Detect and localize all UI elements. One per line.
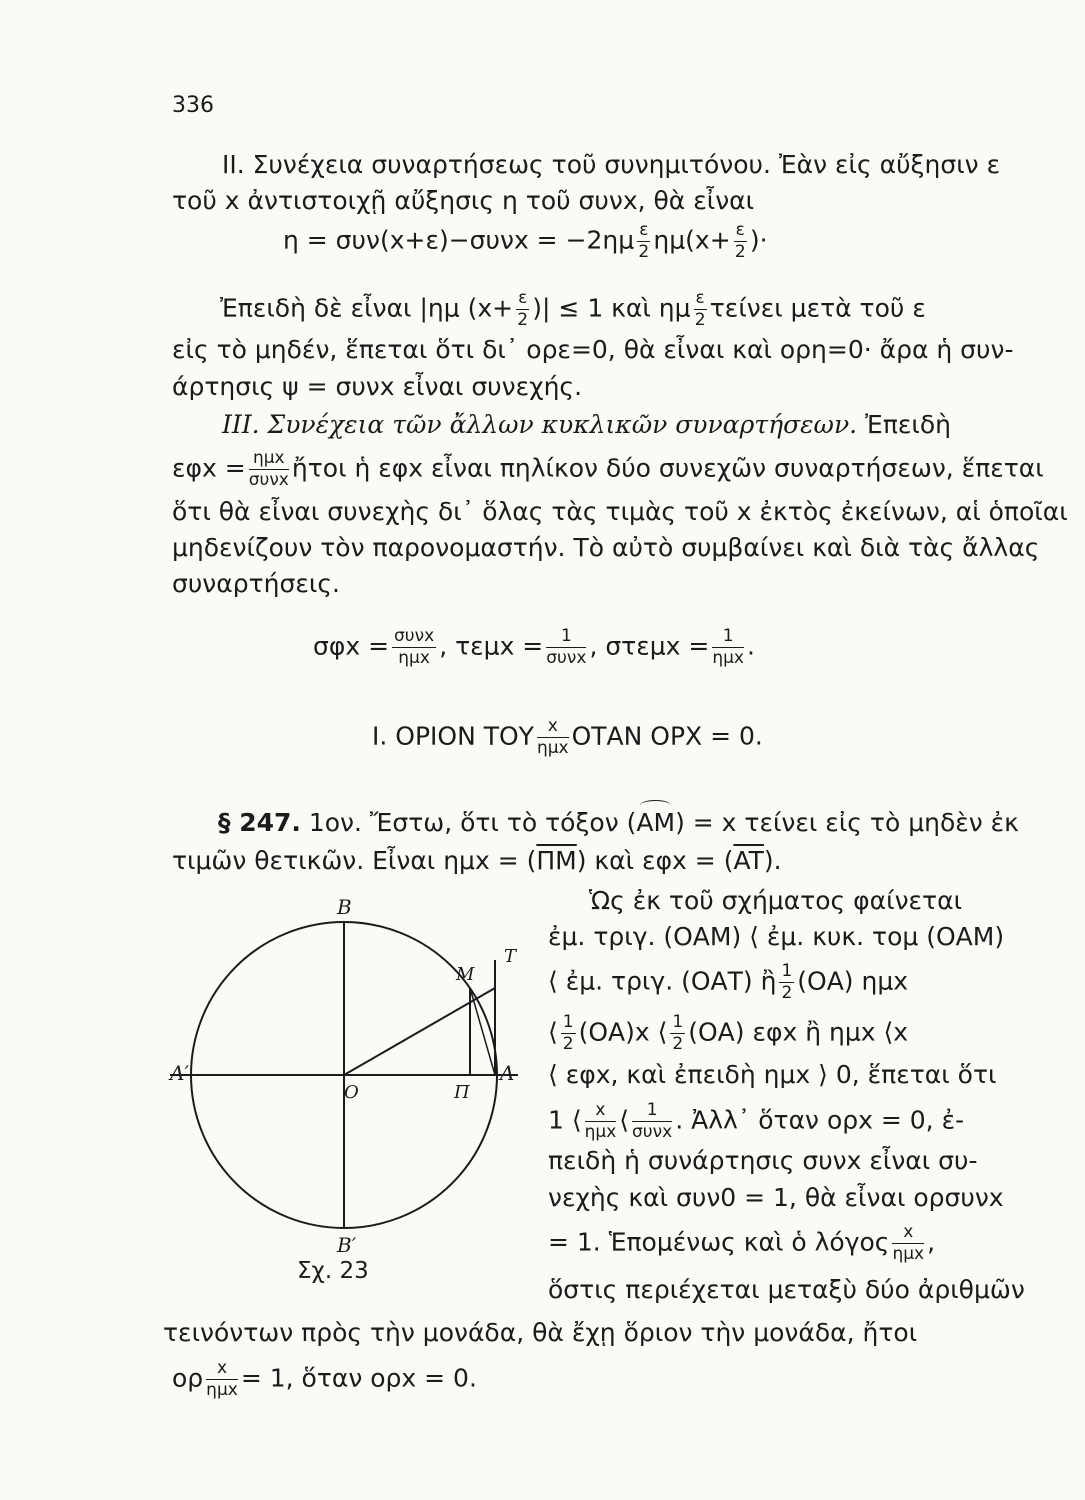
limit-heading: Ι. ΟΡΙΟΝ ΤΟΥ $\frac{x}{\text{ημx}}$ ΟΤΑΝ ΟΡΧ = 0. <box>372 716 763 758</box>
formulas-line: σφx = $\frac{\text{συνx}}{\text{ημx}}$ , τεμx = $\frac{1}{\text{συνx}}$ , στεμx = $\frac{1}{\text{ημx}}$ . <box>313 626 755 668</box>
label-Ap: A′ <box>170 1061 189 1085</box>
right-line-4: ⟨ $\frac{1}{2}$ (ΟΑ)x ⟨ $\frac{1}{2}$ (ΟΑ) εφx ἢ ημx ⟨x <box>548 1012 909 1054</box>
segment-PM: $\overline{\Pi M}$ <box>536 846 577 875</box>
sec3-line-3: ὅτι θὰ εἶναι συνεχὴς δι᾽ ὅλας τὰς τιμὰς τοῦ x ἐκτὸς ἐκείνων, αἱ ὁποῖαι <box>172 497 1068 526</box>
page-number: 336 <box>172 93 214 118</box>
right-line-8: νεχὴς καὶ συν0 = 1, θὰ εἶναι ορσυνx <box>548 1183 1004 1212</box>
label-A: A <box>500 1061 515 1085</box>
label-M: M <box>456 964 475 985</box>
s247-line-2: τιμῶν θετικῶν. Εἶναι $\eta\mu x = (\overline{\Pi M})$ καὶ $\varepsilon\varphi x = (\overline{AT})$. <box>172 846 782 875</box>
right-line-6: 1 ⟨ $\frac{x}{\text{ημx}}$ ⟨ $\frac{1}{\text{συνx}}$ . Ἀλλ᾽ ὅταν ορx = 0, ἐ- <box>548 1100 965 1142</box>
sec3-line-4: μηδενίζουν τὸν παρονομαστήν. Τὸ αὐτὸ συμβαίνει καὶ διὰ τὰς ἄλλας <box>172 533 1040 562</box>
label-T: T <box>504 946 517 967</box>
label-B: B <box>337 895 352 919</box>
segment-AT: $\overline{AT}$ <box>733 846 764 875</box>
sec2-line-6: άρτησις ψ = συνx εἶναι συνεχής. <box>172 372 583 401</box>
figure-caption: Σχ. 23 <box>297 1258 369 1284</box>
sec3-title: ΙΙΙ. Συνέχεια τῶν ἄλλων κυκλικῶν συναρτήσεων. <box>222 410 858 439</box>
sec3-line-2: εφx = $\frac{\text{ημx}}{\text{συνx}}$ ἤτοι ἡ εφx εἶναι πηλίκον δύο συνεχῶν συναρτήσεων, ἕπεται <box>172 448 1044 490</box>
section-number: § 247. <box>218 808 301 837</box>
right-line-1: Ὡς ἐκ τοῦ σχήματος φαίνεται <box>589 886 963 915</box>
right-line-2: ἐμ. τριγ. (ΟΑΜ) ⟨ ἐμ. κυκ. τομ (ΟΑΜ) <box>548 922 1005 951</box>
label-O: O <box>344 1082 359 1103</box>
right-line-7: πειδὴ ἡ συνάρτησις συνx εἶναι συ- <box>548 1146 978 1175</box>
sec2-equation: η = συν(x+ε)−συνx = −2ημ $\frac{\varepsilon}{2}$ ημ(x+ $\frac{\varepsilon}{2}$ )· <box>283 220 768 262</box>
unit-circle-figure <box>150 880 530 1260</box>
right-line-9: = 1. Ἑπομένως καὶ ὁ λόγος $\frac{x}{\text{ημx}}$ , <box>548 1222 936 1264</box>
s247-line-1: § 247. 1ον. Ἔστω, ὅτι τὸ τόξον (AM) = x τείνει εἰς τὸ μηδὲν ἐκ <box>218 808 1019 837</box>
sec2-line-4: Ἐπειδὴ δὲ εἶναι |ημ (x+ $\frac{\varepsilon}{2}$ )| ≤ 1 καὶ ημ $\frac{\varepsilon}{2}$ τείνει μετὰ τοῦ ε <box>220 288 926 330</box>
tail-line-2: ορ $\frac{x}{\text{ημx}}$ = 1, ὅταν ορx = 0. <box>172 1358 477 1400</box>
sec2-line-5: εἰς τὸ μηδέν, ἕπεται ὅτι δι᾽ ορε=0, θὰ εἶναι καὶ ορη=0· ἄρα ἡ συν- <box>172 335 1014 364</box>
right-line-10: ὅστις περιέχεται μεταξὺ δύο ἀριθμῶν <box>548 1275 1025 1304</box>
right-line-5: ⟨ εφx, καὶ ἐπειδὴ ημx ⟩ 0, ἕπεται ὅτι <box>548 1060 997 1089</box>
label-Pi: Π <box>454 1082 470 1103</box>
radius-OM <box>344 988 495 1075</box>
sec2-line-1: ΙΙ. Συνέχεια συναρτήσεως τοῦ συνημιτόνου. Ἐὰν εἰς αὔξησιν ε <box>222 150 1001 179</box>
arc-AM: AM <box>636 808 676 837</box>
right-line-3: ⟨ ἐμ. τριγ. (ΟΑΤ) ἢ $\frac{1}{2}$ (ΟΑ) ημx <box>548 961 909 1003</box>
sec2-line-2: τοῦ x ἀντιστοιχῇ αὔξησις η τοῦ συνx, θὰ εἶναι <box>172 186 755 215</box>
label-Bp: B′ <box>337 1233 357 1257</box>
sec3-line-5: συναρτήσεις. <box>172 569 340 598</box>
tail-line-1: τεινόντων πρὸς τὴν μονάδα, θὰ ἔχῃ ὅριον τὴν μονάδα, ἤτοι <box>163 1318 918 1347</box>
sec3-title-line: ΙΙΙ. Συνέχεια τῶν ἄλλων κυκλικῶν συναρτήσεων. Ἐπειδὴ <box>222 410 951 439</box>
